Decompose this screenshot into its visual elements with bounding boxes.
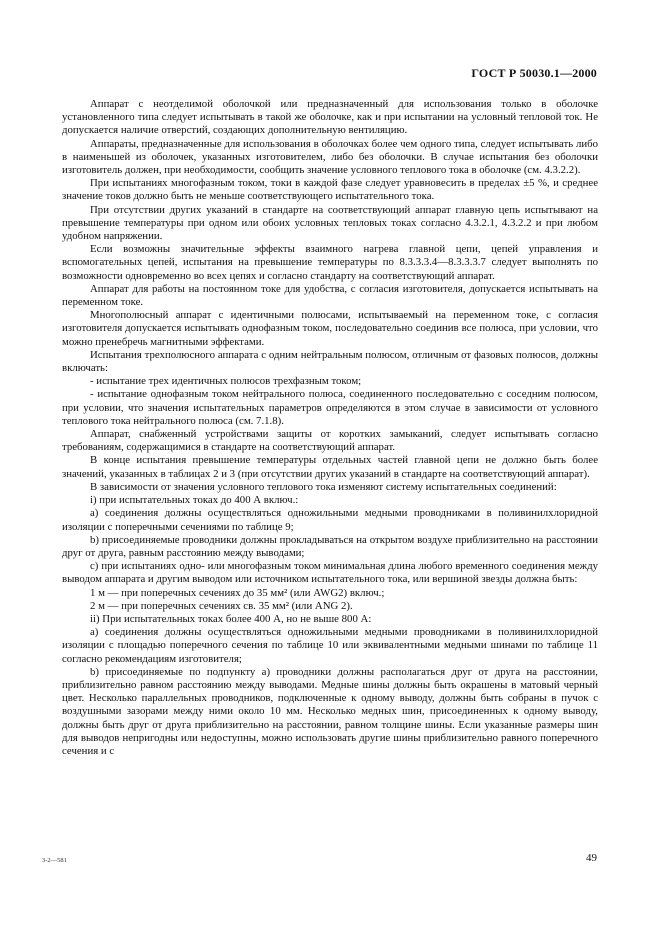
paragraph: - испытание трех идентичных полюсов трехфазным током;: [90, 375, 362, 388]
paragraph: В конце испытания превышение температуры отдельных частей главной цепи не должно быть более значений, указанных в таблицах 2 и 3 (при отсутствии других указаний в стандарте на соответствующий аппарат).: [62, 454, 598, 480]
paragraph: 1 м — при поперечных сечениях до 35 мм² (или AWG2) включ.;: [90, 586, 385, 599]
paragraph: ii) При испытательных токах более 400 А, но не выше 800 А:: [90, 612, 372, 625]
paragraph: При испытаниях многофазным током, токи в каждой фазе следует уравновесить в пределах ±5 %, и среднее значение токов должно быть не меньше соответствующего испытательного тока.: [62, 177, 598, 203]
paragraph: - испытание однофазным током нейтрального полюса, соединенного последовательно с соседним полюсом, при условии, что значения испытательных параметров определяются в этом случае в зависимости от условного теплового тока нейтрального полюса (см. 7.1.8).: [62, 388, 598, 427]
paragraph: При отсутствии других указаний в стандарте на соответствующий аппарат главную цепь испытывают на превышение температуры при одном или обоих условных тепловых токах согласно 4.3.2.1, 4.3.2.2 и при любом удобном напряжении.: [62, 203, 598, 243]
document-header: ГОСТ Р 50030.1—2000: [471, 66, 597, 80]
paragraph: а) соединения должны осуществляться одножильными медными проводниками в поливинилхлоридной изоляции с площадью поперечного сечения по таблице 10 или эквивалентными медными шинами по таблице 11 согласно рекомендациям изготовителя;: [62, 626, 598, 665]
paragraph: i) при испытательных токах до 400 А включ.:: [90, 494, 299, 507]
print-code: 3-2—581: [42, 857, 67, 864]
document-body: [62, 98, 598, 758]
paragraph: Аппарат для работы на постоянном токе для удобства, с согласия изготовителя, допускается испытывать на переменном токе.: [62, 282, 598, 309]
paragraph: b) присоединяемые по подпункту а) проводники должны располагаться друг от друга на расстоянии, приблизительно равном расстоянию между выводами. Медные шины должны быть окрашены в матовый черный цвет. Несколько параллельных проводников, подключенные к одному выводу, должны быть собраны в пучок с воздушными зазорами между ними около 10 мм. Несколько медных шин, присоединенных к одному выводу, должны быть друг от друга приблизительно на расстоянии, равном толщине шины. Если указанные размеры шин для выводов непригодны или недоступны, можно использовать другие шины приблизительно равного поперечного сечения и с: [62, 665, 598, 757]
paragraph: b) присоединяемые проводники должны прокладываться на открытом воздухе приблизительно на расстоянии друг от друга, равным расстоянию между выводами;: [62, 533, 598, 559]
paragraph: Аппарат с неотделимой оболочкой или предназначенный для использования только в оболочке установленного типа следует испытывать в такой же оболочке, как и при испытании на условный тепловой ток. Не допускается наличие отверстий, создающих дополнительную вентиляцию.: [62, 98, 598, 137]
paragraph: Если возможны значительные эффекты взаимного нагрева главной цепи, цепей управления и вспомогательных цепей, испытания на превышение температуры по 8.3.3.3.4—8.3.3.3.7 следует выполнять по возможности одновременно во всех цепях и согласно стандарту на соответствующий аппарат.: [62, 243, 598, 282]
paragraph: Многополюсный аппарат с идентичными полюсами, испытываемый на переменном токе, с согласия изготовителя допускается испытывать однофазным током, последовательно соединив все полюса, при условии, что можно пренебречь магнитными эффектами.: [62, 309, 598, 348]
paragraph: 2 м — при поперечных сечениях св. 35 мм² (или ANG 2).: [90, 599, 353, 612]
page-number: 49: [586, 852, 597, 864]
paragraph: Испытания трехполюсного аппарата с одним нейтральным полюсом, отличным от фазовых полюсов, должны включать:: [62, 348, 598, 375]
paragraph: с) при испытаниях одно- или многофазным током минимальная длина любого временного соединения между выводом аппарата и другим выводом или источником испытательного тока, или вершиной звезды должна быть:: [62, 560, 598, 586]
paragraph: В зависимости от значения условного теплового тока изменяют систему испытательных соединений:: [90, 480, 557, 493]
paragraph: а) соединения должны осуществляться одножильными медными проводниками в поливинилхлоридной изоляции с поперечными сечениями по таблице 9;: [62, 507, 598, 533]
paragraph: Аппарат, снабженный устройствами защиты от коротких замыканий, следует испытывать согласно требованиям, содержащимися в стандарте на соответствующий аппарат.: [62, 428, 598, 454]
paragraph: Аппараты, предназначенные для использования в оболочках более чем одного типа, следует испытывать либо в наименьшей из оболочек, указанных изготовителем, либо без оболочки. В случае испытания без оболочки изготовитель должен, при необходимости, сообщить значение условного теплового тока в оболочке (см. 4.3.2.2).: [62, 137, 598, 177]
